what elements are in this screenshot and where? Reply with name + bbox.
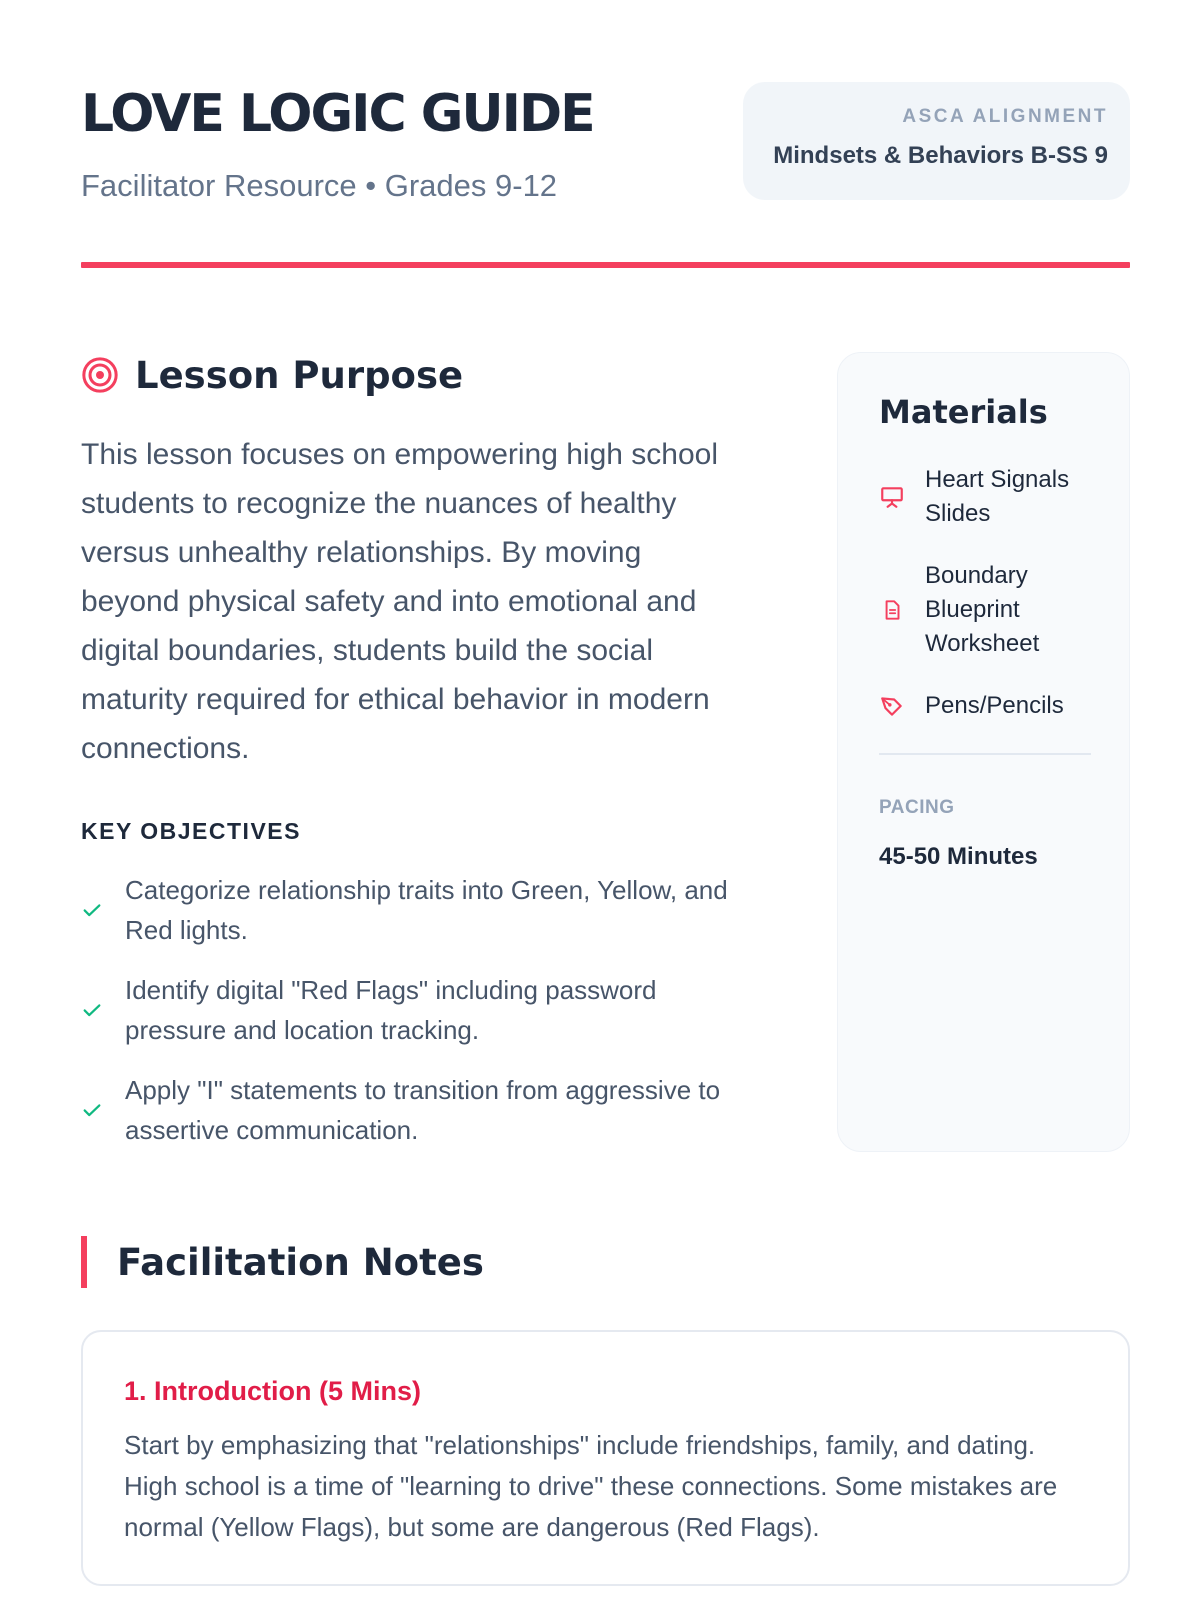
- materials-list: [879, 463, 1087, 723]
- material-item: [879, 463, 1087, 531]
- header-divider: [81, 262, 1130, 268]
- lesson-purpose-text: This lesson focuses on empowering high school students to recognize the nuances of healthy versus unhealthy relationships. By moving beyond physical safety and into emotional and digital boundaries, students build the social maturity required for ethical behavior in modern connections.: [81, 438, 719, 765]
- objective-text: Identify digital "Red Flags" including password pressure and location tracking.: [125, 975, 657, 1045]
- target-icon: [81, 356, 119, 394]
- pacing-value: 45-50 Minutes: [879, 843, 1038, 870]
- checkmark-icon: [81, 899, 103, 921]
- asca-alignment-label: ASCA ALIGNMENT: [902, 106, 1108, 127]
- checkmark-icon: [81, 1099, 103, 1121]
- material-label: Heart Signals Slides: [925, 466, 1070, 527]
- material-label: Pens/Pencils: [925, 692, 1064, 719]
- lesson-purpose-heading: Lesson Purpose: [135, 353, 464, 397]
- guide-header: [81, 80, 1130, 270]
- lesson-purpose-heading-row: [81, 350, 463, 400]
- page-title: LOVE LOGIC GUIDE: [81, 84, 594, 144]
- presentation-icon: [879, 484, 905, 510]
- objective-item: [81, 1070, 761, 1150]
- material-label: Boundary Blueprint Worksheet: [925, 562, 1040, 657]
- objective-text: Categorize relationship traits into Green, Yellow, and Red lights.: [125, 875, 728, 945]
- asca-alignment-value: Mindsets & Behaviors B-SS 9: [773, 142, 1108, 169]
- material-item: [879, 559, 1087, 661]
- materials-panel: [837, 352, 1130, 1152]
- asca-alignment-card: [743, 82, 1130, 200]
- materials-divider: [879, 753, 1091, 755]
- pacing-label: PACING: [879, 797, 955, 818]
- pen-icon: [879, 693, 905, 719]
- objective-text: Apply "I" statements to transition from aggressive to assertive communication.: [125, 1075, 721, 1145]
- material-item: [879, 689, 1087, 723]
- page-subtitle: Facilitator Resource • Grades 9-12: [81, 168, 558, 203]
- objective-item: [81, 870, 761, 950]
- note-text: Start by emphasizing that "relationships" include friendships, family, and dating. High school is a time of "learning to drive" these connections. Some mistakes are normal (Yellow Flags), but some are dangerous (Red Flags).: [124, 1430, 1058, 1542]
- key-objectives-list: [81, 870, 761, 1170]
- checkmark-icon: [81, 999, 103, 1021]
- note-title: 1. Introduction (5 Mins): [124, 1376, 421, 1406]
- key-objectives-label: KEY OBJECTIVES: [81, 818, 301, 844]
- heading-accent-bar: [81, 1236, 87, 1288]
- objective-item: [81, 970, 761, 1050]
- facilitation-notes-heading: Facilitation Notes: [117, 1240, 484, 1284]
- facilitation-notes-heading-row: [81, 1236, 484, 1288]
- materials-heading: Materials: [879, 393, 1048, 431]
- note-card: [81, 1330, 1130, 1586]
- document-icon: [879, 597, 905, 623]
